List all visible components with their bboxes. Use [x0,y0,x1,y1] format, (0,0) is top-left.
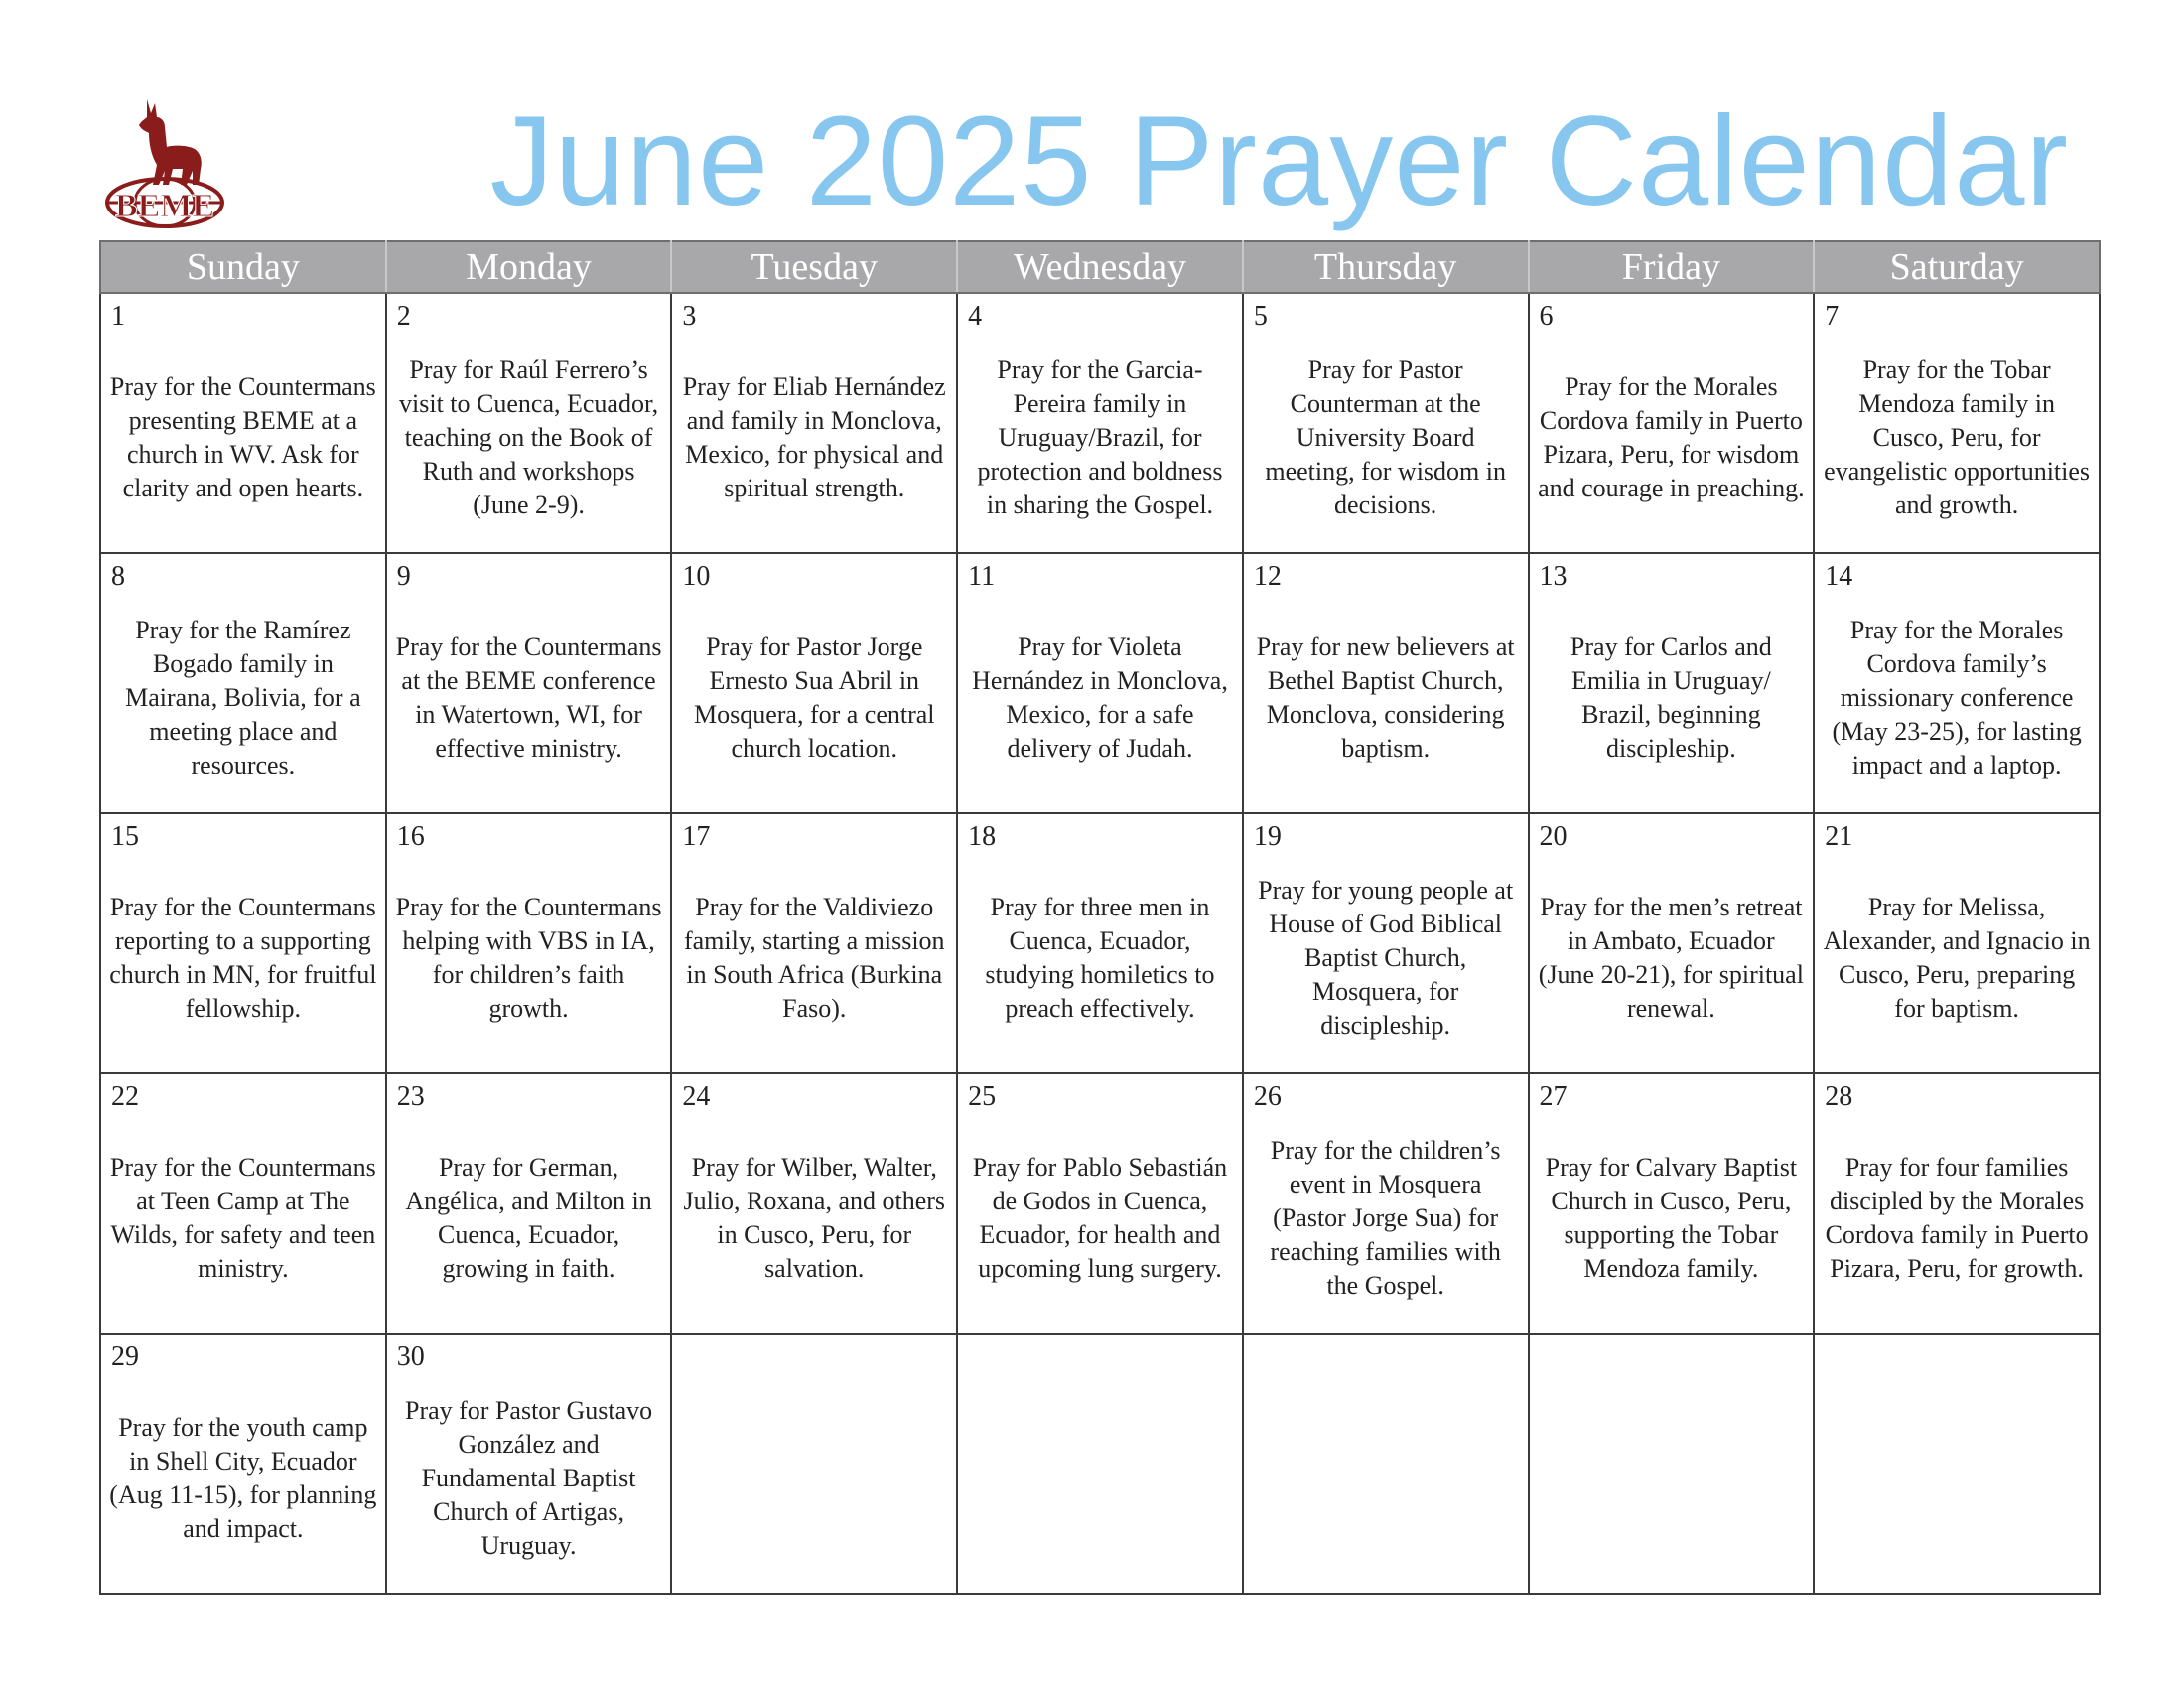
day-number: 24 [682,1081,711,1112]
prayer-request-text: Pray for Melissa, Alexander, and Ignacio in Cusco, Peru, preparing for baptism. [1823,893,2091,1023]
day-number: 27 [1539,1081,1568,1112]
day-cell [1243,1073,1529,1334]
prayer-request [966,1114,1234,1323]
day-number: 14 [1825,561,1853,592]
day-cell [1814,293,2100,553]
empty-day-cell [1243,1334,1529,1594]
day-number: 4 [968,301,983,332]
weekday-header: Sunday [100,241,386,293]
empty-day-cell [671,1334,957,1594]
day-number: 21 [1825,821,1853,852]
day-cell [386,553,672,813]
prayer-request [395,854,663,1062]
day-cell [100,1334,386,1594]
day-cell [1814,813,2100,1073]
prayer-request-text: Pray for Pastor Gustavo González and Fundamental Baptist Church of Artigas, Uruguay. [404,1396,653,1560]
prayer-request-text: Pray for Pablo Sebastián de Godos in Cuenca, Ecuador, for health and upcoming lung surgery. [972,1153,1228,1283]
day-number: 6 [1539,301,1554,332]
prayer-request [1823,1114,2091,1323]
page-title: June 2025 Prayer Calendar [489,90,2069,232]
day-number: 12 [1253,561,1282,592]
day-number: 28 [1825,1081,1853,1112]
prayer-request-text: Pray for Carlos and Emilia in Uruguay/ Brazil, beginning discipleship. [1570,633,1772,763]
day-number: 2 [396,301,411,332]
prayer-request [1823,1374,2091,1583]
day-cell [1529,813,1815,1073]
prayer-request-text: Pray for the Tobar Mendoza family in Cusco, Peru, for evangelistic opportunities and growth. [1824,355,2091,519]
prayer-request-text: Pray for the Countermans presenting BEME at a church in WV. Ask for clarity and open hearts. [109,372,376,502]
weekday-header: Thursday [1243,241,1529,293]
day-cell [957,813,1243,1073]
prayer-request-text: Pray for the Ramírez Bogado family in Mairana, Bolivia, for a meeting place and resources. [125,616,361,779]
prayer-request [1823,334,2091,542]
weekday-header-row [100,241,2100,293]
day-number: 11 [968,561,996,592]
empty-day-cell [1529,1334,1815,1594]
prayer-request [966,334,1234,542]
prayer-request [1252,334,1520,542]
prayer-request [395,1114,663,1323]
day-number: 8 [111,561,125,592]
day-cell [1814,553,2100,813]
prayer-request-text: Pray for the Morales Cordova family in Puerto Pizara, Peru, for wisdom and courage in preaching. [1538,372,1805,502]
day-cell [386,1334,672,1594]
prayer-request [395,334,663,542]
day-number: 26 [1253,1081,1282,1112]
day-cell [1529,293,1815,553]
week-row [100,1073,2100,1334]
prayer-calendar [99,240,2101,1595]
prayer-request-text: Pray for the Garcia-Pereira family in Uruguay/Brazil, for protection and boldness in sharing the Gospel. [977,355,1223,519]
day-number: 5 [1253,301,1268,332]
prayer-request [1252,1374,1520,1583]
day-cell [957,553,1243,813]
day-number: 9 [396,561,411,592]
day-number: 1 [111,301,125,332]
prayer-request [109,854,377,1062]
prayer-request [1538,594,1806,802]
prayer-request [966,594,1234,802]
calendar-body [100,293,2100,1594]
day-number: 20 [1539,821,1568,852]
prayer-request-text: Pray for the Countermans reporting to a supporting church in MN, for fruitful fellowship. [109,893,377,1023]
prayer-request [1823,594,2091,802]
week-row [100,1334,2100,1594]
day-number: 7 [1825,301,1840,332]
prayer-request-text: Pray for the Countermans at the BEME conference in Watertown, WI, for effective ministry. [395,633,662,763]
prayer-request-text: Pray for the Countermans helping with VBS in IA, for children’s faith growth. [395,893,662,1023]
prayer-request-text: Pray for young people at House of God Biblical Baptist Church, Mosquera, for discipleship. [1258,876,1514,1040]
prayer-request-text: Pray for the Valdiviezo family, starting a mission in South Africa (Burkina Faso). [683,893,945,1023]
day-number: 18 [968,821,997,852]
prayer-request [680,1374,948,1583]
day-number: 30 [396,1341,425,1372]
day-cell [671,293,957,553]
empty-day-cell [1814,1334,2100,1594]
prayer-request [1538,1374,1806,1583]
day-number: 23 [396,1081,425,1112]
day-cell [1243,293,1529,553]
prayer-request-text: Pray for the Countermans at Teen Camp at The Wilds, for safety and teen ministry. [109,1153,376,1283]
prayer-request [680,854,948,1062]
day-cell [386,813,672,1073]
day-cell [1243,813,1529,1073]
prayer-request [1538,1114,1806,1323]
prayer-request-text: Pray for German, Angélica, and Milton in Cuenca, Ecuador, growing in faith. [405,1153,652,1283]
weekday-header: Wednesday [957,241,1243,293]
day-number: 16 [396,821,425,852]
prayer-request-text: Pray for Pastor Counterman at the University Board meeting, for wisdom in decisions. [1265,355,1506,519]
prayer-request-text: Pray for Raúl Ferrero’s visit to Cuenca, Ecuador, teaching on the Book of Ruth and workshops (June 2-9). [399,355,659,519]
day-number: 22 [111,1081,139,1112]
day-cell [386,1073,672,1334]
day-cell [671,1073,957,1334]
week-row [100,293,2100,553]
prayer-request [109,1374,377,1583]
day-cell [957,293,1243,553]
prayer-request-text: Pray for the youth camp in Shell City, Ecuador (Aug 11-15), for planning and impact. [109,1413,377,1543]
prayer-request [109,594,377,802]
day-number: 3 [682,301,697,332]
weekday-header: Saturday [1814,241,2100,293]
prayer-request [1823,854,2091,1062]
day-number: 13 [1539,561,1568,592]
prayer-request [1252,854,1520,1062]
prayer-request-text: Pray for four families discipled by the Morales Cordova family in Puerto Pizara, Peru, for growth. [1825,1153,2089,1283]
prayer-request [109,334,377,542]
prayer-request [680,594,948,802]
prayer-request [1538,854,1806,1062]
prayer-request-text: Pray for Calvary Baptist Church in Cusco, Peru, supporting the Tobar Mendoza family. [1545,1153,1798,1283]
prayer-request [1538,334,1806,542]
week-row [100,553,2100,813]
prayer-request-text: Pray for the Morales Cordova family’s missionary conference (May 23-25), for lasting impact and a laptop. [1832,616,2082,779]
week-row [100,813,2100,1073]
day-cell [1814,1073,2100,1334]
prayer-request [109,1114,377,1323]
day-number: 15 [111,821,139,852]
day-cell [386,293,672,553]
prayer-request-text: Pray for Violeta Hernández in Monclova, Mexico, for a safe delivery of Judah. [972,633,1228,763]
prayer-request-text: Pray for three men in Cuenca, Ecuador, studying homiletics to preach effectively. [985,893,1215,1023]
prayer-request [680,1114,948,1323]
weekday-header: Tuesday [671,241,957,293]
day-number: 17 [682,821,711,852]
prayer-request [680,334,948,542]
day-number: 10 [682,561,711,592]
day-number: 25 [968,1081,997,1112]
day-cell [100,813,386,1073]
weekday-header: Monday [386,241,672,293]
day-cell [1529,553,1815,813]
prayer-request-text: Pray for the men’s retreat in Ambato, Ecuador (June 20-21), for spiritual renewal. [1538,893,1804,1023]
day-number: 19 [1253,821,1282,852]
prayer-request [1252,1114,1520,1323]
prayer-request-text: Pray for Pastor Jorge Ernesto Sua Abril in Mosquera, for a central church location. [693,633,935,763]
prayer-request [966,1374,1234,1583]
prayer-request [395,594,663,802]
day-number: 29 [111,1341,139,1372]
day-cell [1243,553,1529,813]
prayer-request-text: Pray for the children’s event in Mosquera (Pastor Jorge Sua) for reaching families with the Gospel. [1270,1136,1501,1300]
day-cell [671,813,957,1073]
prayer-request [395,1374,663,1583]
beme-logo [103,95,226,228]
prayer-request [966,854,1234,1062]
empty-day-cell [957,1334,1243,1594]
prayer-request-text: Pray for new believers at Bethel Baptist Church, Monclova, considering baptism. [1256,633,1515,763]
weekday-header: Friday [1529,241,1815,293]
day-cell [100,553,386,813]
prayer-request-text: Pray for Wilber, Walter, Julio, Roxana, and others in Cusco, Peru, for salvation. [683,1153,946,1283]
prayer-request-text: Pray for Eliab Hernández and family in Monclova, Mexico, for physical and spiritual strength. [682,372,946,502]
day-cell [671,553,957,813]
logo-text: BEME [114,188,215,224]
day-cell [100,1073,386,1334]
day-cell [957,1073,1243,1334]
prayer-request [1252,594,1520,802]
day-cell [1529,1073,1815,1334]
day-cell [100,293,386,553]
